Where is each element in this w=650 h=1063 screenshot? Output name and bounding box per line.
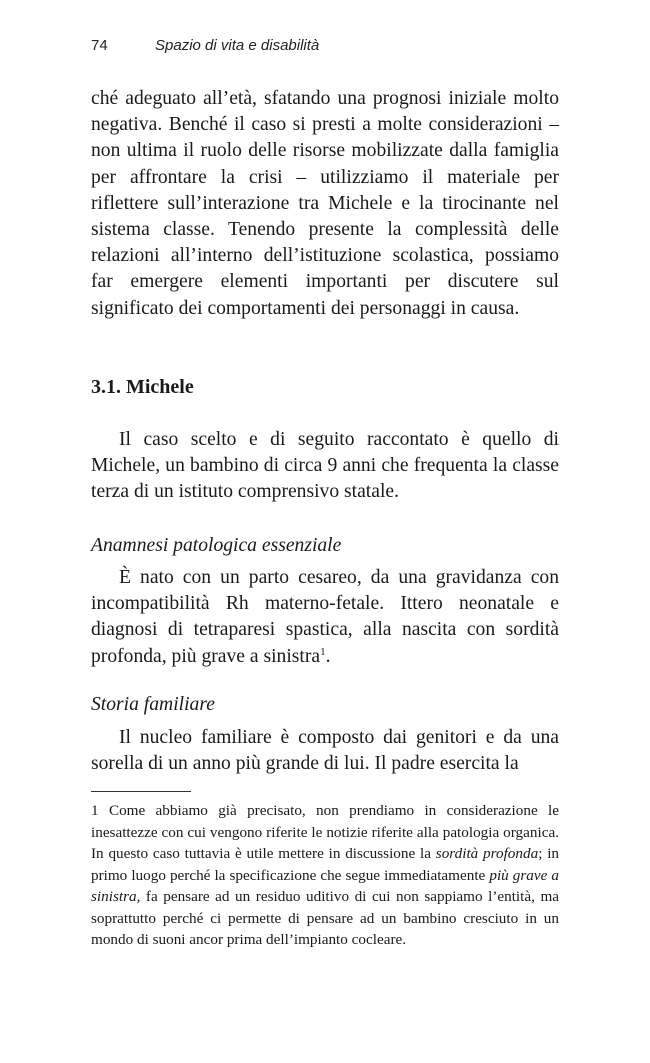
subheading-storia: Storia familiare	[91, 694, 215, 715]
footnote-italic-b: più grave a sinistra,	[91, 866, 559, 905]
paragraph-anamnesi-text: È nato con un parto cesareo, da una gravidanza con incompatibilità Rh materno-fetale. Ittero neonatale e diagnosi di tetraparesi spastica, alla nascita con sordità profonda, più grave a sinistra	[91, 567, 559, 667]
footnote-divider	[91, 791, 191, 792]
footnote-reference[interactable]: 1	[320, 645, 326, 658]
paragraph-anamnesi-end: .	[325, 645, 331, 667]
paragraph-storia: Il nucleo familiare è composto dai genitori e da una sorella di un anno più grande di lui. Il padre esercita la	[91, 727, 559, 775]
footnote-number: 1	[91, 802, 99, 819]
footnote-text-a: Come abbiamo già precisato, non prendiamo in considerazione le inesattezze con cui vengono riferite le notizie riferite alla patologia organica. In questo caso tuttavia è utile mettere in discussione la	[91, 802, 559, 862]
footnote-text-c: fa pensare ad un residuo uditivo di cui non sappiamo l’entità, ma soprattutto perché ci permette di pensare ad un bambino cresciuto in un mondo di suoni ancor prima dell’impianto cocleare.	[91, 888, 559, 948]
footnote-italic-a: sordità profonda	[435, 845, 539, 862]
paragraph-anamnesi	[91, 565, 559, 670]
running-title: Spazio di vita e disabilità	[155, 37, 320, 54]
footnote	[91, 800, 559, 951]
running-head	[91, 37, 559, 54]
footnote-text-b: ; in primo luogo perché la specificazione che segue immediatamente	[91, 845, 560, 884]
page-number: 74	[91, 37, 108, 54]
subheading-anamnesi: Anamnesi patologica essenziale	[91, 535, 342, 556]
section-heading: 3.1. Michele	[91, 376, 194, 398]
paragraph-michele-intro: Il caso scelto e di seguito raccontato è quello di Michele, un bambino di circa 9 anni che frequenta la classe terza di un istituto comprensivo statale.	[91, 429, 559, 503]
paragraph-continued: ché adeguato all’età, sfatando una prognosi iniziale molto negativa. Benché il caso si presti a molte considerazioni – non ultima il ruolo delle risorse mobilizzate dalla famiglia per affrontare la crisi – utilizziamo il materiale per riflettere sull’interazione tra Michele e la tirocinante nel sistema classe. Tenendo presente la complessità delle relazioni all’interno dell’istituzione scolastica, possiamo far emergere elementi importanti per discutere sul significato dei comportamenti dei personaggi in causa.	[91, 88, 559, 319]
